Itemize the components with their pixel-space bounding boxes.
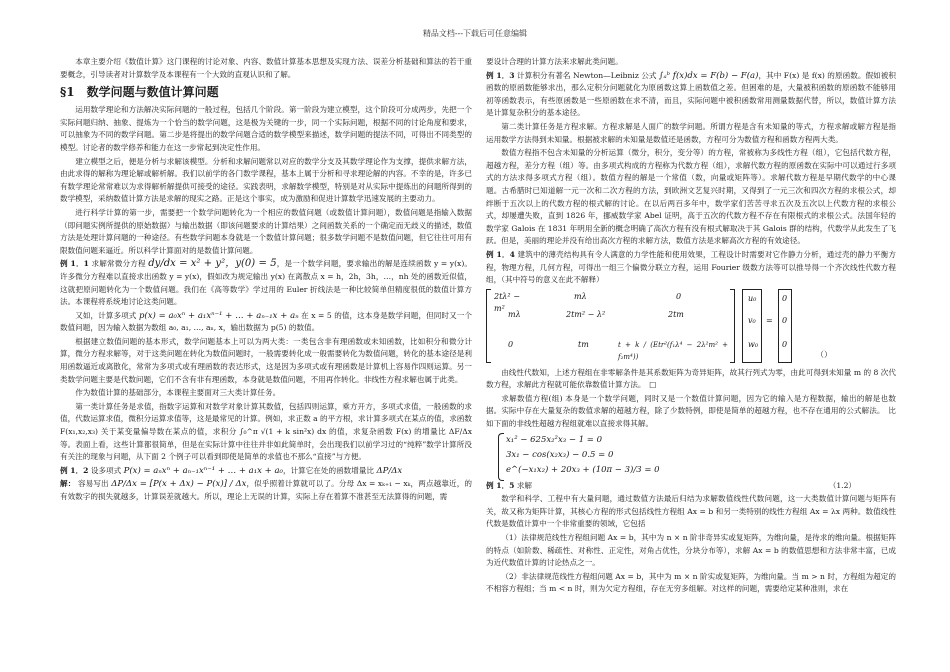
solution-paragraph: 解： 容易写出 ΔP/Δx = [P(x + Δx) − P(x)] / Δx，似乎照着计算就可以了。分母 Δx = xₖ₊₁ − xₖ，两点越靠近，的有效数字的损失就越多，计算误差就越大。所以，理论上无误的计算，实际上存在着算不准甚至无法算得的问题，需 <box>60 479 473 501</box>
paragraph-analysis: 建立模型之后，便是分析与求解该模型。分析和求解问题常以对应的数学分支及其数学理论作为支撑，提供求解方法，由此求得的解称为理论解或解析解。我们以前学的各门数学课程，基本上属于分析和寻求理论解的内容。不幸的是，许多已有数学理论常常难以为求得解析解提供可接受的途径。实践表明，求解数学模型，特别是对从实际中提炼出的问题所得到的数学模型，采纳数值计算方法是求解的现实之路。正是这个事实，成为激励和促进计算数学迅速发展的主要动力。 <box>60 156 472 204</box>
page-header: 精品文档---下载后可任意编辑 <box>422 29 528 38</box>
list-item-2: （2）非法律规范线性方程组问题 Ax = b，其中为 m × n 阶实或复矩阵，为维向量。当 m > n 时，方程组为超定的不相容方程组；当 m < n 时，则为欠定方程组，存在无穷多组解。对这样的问题，需要给定某种准则，求在 <box>486 571 896 594</box>
example-label: 例 1．2 <box>60 465 89 475</box>
paragraph-two-classes: 根据建立数值问题的基本形式，数学问题基本上可以为两大类：一类包含非有理函数或未知函数，比如积分和微分计算，微分方程求解等，对于这类问题在转化为数值问题时，一般需要转化成一般需要转化为数值问题，转化的基本途径是利用函数逼近或离散化，常常为多项式或有理函数的表达形式，这是因为多项式或有理函数是计算机上容易作四则运算。另一类数学问题主要是代数问题，它们不含有非有理函数，本身就是数值问题，不用再作转化。非线性方程求解也属于此类。 <box>60 336 472 384</box>
paragraph-nonlinear: 求解数值方程(组) 本身是一个数学问题，同时又是一个数值计算问题，因为它的输入是方程数据，输出的解是也数据。实际中存在大量复杂的数值求解的超越方程，除了少数特例，即使是简单的超越方程，也不存在通用的公式解法。 比如下面的非线性超越方程组就难以直接求得其解。 <box>486 393 896 429</box>
polynomial-formula-2: P(x) = aₙxⁿ + aₙ₋₁xⁿ⁻¹ + … + a₁x + a₀ <box>123 465 283 476</box>
example-1-3: 例 1．3 计算积分有著名 Newton—Leibniz 公式 ∫ₐᵇ f(x)dx = F(b) − F(a)，其中 F(x) 是 f(x) 的原函数。假如被积函数的原函数能够求出，那么定积分问题就化为原函数这算上函数值之差。但困难的是，大量被积函数的原函数不能够用初等函数表示，有些原函数是一些原函数在求不清，而且，实际问题中被积函数常用测量数据代替，所以，数值计算方法是计算复杂积分的基本途径。 <box>486 70 896 118</box>
equation-number: （1.2） <box>828 480 856 490</box>
equation-number: （） <box>816 349 832 359</box>
example-1-4: 例 1．4 建筑中的薄壳结构具有令人满意的力学性能和使用效果，工程设计时需要对它作静力分析，通过壳的静力平衡方程，物理方程，几何方程，可得出一组三个偏微分联立方程，运用 Fourier 级数方法等可以推导得一个齐次线性代数方程组，（其中符号的意义在此不解释） <box>486 249 896 285</box>
ode-formula: dy/dx = x² + y²，y(0) = 5 <box>148 258 277 270</box>
paragraph-three-tasks: 作为数值计算的基础部分，本课程主要面对三大类计算任务。 <box>75 388 281 398</box>
system-brace <box>498 433 504 481</box>
polynomial-paragraph: 又如，计算多项式 p(x) = a₀xⁿ + a₁xⁿ⁻¹ + … + aₙ₋₁x + aₙ 在 x = 5 的值，这本身是数学问题，但同时又一个数值问题，因为输入数据为数组 a₀, a₁, …, aₙ, x，输出数据为 p(5) 的数值。 <box>60 310 473 333</box>
equation-2: 3x₁ − cos(x₂x₃) − 0.5 = 0 <box>506 449 614 460</box>
paragraph-numeric-problem: 进行科学计算的第一步，需要把一个数学问题转化为一个相应的数值问题（或数值计算问题），数值问题是指输入数据（即问题实例所提供的原始数据）与输出数据（即该问题要求的计算结果）之间函数关系的一个确定而无歧义的描述，数值方法是处理计算问题的一种途径。有些数学问题本身就是一个数值计算问题；很多数学问题不是数值问题，但它往往可用有限数值问题来逼近。所以科学计算面对的是数值计算问题。 <box>60 207 472 255</box>
example-1-5: 例 1．5 求解 （1.2） <box>486 480 896 493</box>
difference-quotient-formula: ΔP/Δx = [P(x + Δx) − P(x)] / Δx <box>111 479 247 490</box>
list-item-1: （1）法律规范线性方程组问题 Ax = b，其中为 n × n 阶非奇异实或复矩阵，为维向量，是待求的维向量。根据矩阵的特点（如阶数、稀疏性、对称性、正定性，对角占优性，分块分布等），求解 Ax = b 的数值思想和方法非常丰富，已成为近代数值计算的讨论热点之一。 <box>486 533 896 568</box>
continuation-paragraph: 要设计合理的计算方法来求解此类问题。 <box>486 57 623 66</box>
coefficient-matrix-equation: 2tλ² − m² mλ 0 mλ 2tm² − λ² 2tm 0 tm t + k / (Etr²(f₁λ⁴ − 2λ²m² + f₂m⁴)) u₀ v₀ w₀ = 0 0 0 （） <box>486 289 896 363</box>
example-1-1: 例 1．1 求解常微分方程 dy/dx = x² + y²，y(0) = 5，是一个数学问题，要求输出的解是连续函数 y = y(x)。许多微分方程难以直接求出函数 y = y(x)，假如改为规定输出 y(x) 在离散点 x = h，2h，3h，…，nh 处的函数近似值，这就把原问题转化为一个数值问题。我们在《高等数学》学过用的 Euler 折线法是一种比较简单但精度很低的数值计算方法。本课程将系统地讨论这类问题。 <box>60 258 473 307</box>
example-1-2: 例 1．2 设多项式 P(x) = aₙxⁿ + aₙ₋₁xⁿ⁻¹ + … + a₁x + a₀，计算它在处的函数增量比 ΔP/Δx <box>60 465 403 476</box>
paragraph-singular-matrix: 由线性代数知，上述方程组在非零解条件是其系数矩阵为奇异矩阵，故其行列式为零，由此可得到未知量 m 的 8 次代数方程，求解此方程就可能依靠数值计算方法。 □ <box>486 367 896 390</box>
paragraph-linear-algebra: 数学和科学、工程中有大量问题，通过数值方法最后归结为求解数值线性代数问题，这一大类数值计算问题与矩阵有关，故又称为矩阵计算，其核心方程的形式包括线性方程组 Ax = b 和另一类特别的线性方程组 Ax = λx 两种。数值线性代数是数值计算中一个非常重要的领域，它包括 <box>486 494 896 529</box>
equation-1: x₁² − 625x₂²x₃ − 1 = 0 <box>506 434 603 445</box>
section-heading: §1 数学问题与数值计算问题 <box>60 85 219 100</box>
left-column <box>60 56 472 505</box>
newton-leibniz-formula: ∫ₐᵇ f(x)dx = F(b) − F(a) <box>659 70 759 81</box>
right-bracket <box>730 289 735 363</box>
nonlinear-system <box>506 433 896 478</box>
intro-paragraph: 本章主要介绍《数值计算》这门课程的讨论对象、内容、数值计算基本思想及实现方法、误差分析基础和算法的若干重要概念，引导读者对计算数学及本课程有一个大致的直观认识和了解。 <box>60 57 472 79</box>
right-column <box>486 56 896 597</box>
equation-3: e^(−x₁x₂) + 20x₃ + (10π − 3)/3 = 0 <box>506 464 660 475</box>
left-bracket <box>486 289 491 363</box>
paragraph-modeling: 运用数学理论和方法解决实际问题的一般过程，包括几个阶段。第一阶段为建立模型，这个阶段可分成两步，先把一个实际问题归纳、抽象、提炼为一个恰当的数学问题，这是极为关键的一步，同一个实际问题，根据不同的讨论角度和要求，可以抽象为不同的数学问题。第二步是将提出的数学问题合适的数学模型来描述，数学问题的提法不同，可得出不同类型的模型。讨论者的数学修养和能力在这一步常起到决定性作用。 <box>60 105 472 152</box>
paragraph-numeric-equations: 数值方程指不包含未知量的分析运算（微分，积分，变分等）的方程，常被称为多线性方程（组），它包括代数方程，超越方程，差分方程（组）等。由多项式构成的方程称为代数方程（组），求解代数方程的原函数在实际中可以通过行多项式的方法求得多项式方程（组）。数值方程的解是一个常值（数，向量或矩阵等）。求解代数方程是早期代数学的中心课题。古希腊时已知道解一元一次和二次方程的方法，到欧洲文艺复兴时期，又得到了一元三次和四次方程的求根公式，却绊断于五次以上的代数方程的根式解的讨论。在以后两百多年中，数学家们苦苦寻求五次及五次以上代数方程的求根公式，却屡遭失败，直到 1826 年，挪威数学家 Abel 证明，高于五次的代数方程不存在有限根式的求根公式。法国年轻的数学家 Galois 在 1831 年明用全新的概念明确了高次方程有没有根式解取决于其 Galois 群的结构，代数学从此发生了飞跃。但是，美丽的理论并没有给出高次方程的求解方法，数值方法是求解高次方程的有效途径。 <box>486 148 896 246</box>
paragraph-equation-solving: 第二类计算任务是方程求解。方程求解是人面广的数学问题。所谓方程是含有未知量的等式，方程求解或解方程是指运用数学方法得到未知量。根据被求解的未知量是数值还是函数，方程可分为数值方程和函数方程两大类。 <box>486 121 896 144</box>
example-label: 例 1．1 <box>60 259 89 269</box>
paragraph-evaluation: 第一类计算任务是求值，指数字运算和对数学对象计算其数值，包括四则运算，乘方开方，多项式求值，一般函数的求值，代数运算求值，微积分运算求值等，这是最常见的计算。例如，求正数 a 的平方根，求计算多项式在某点的值，求函数 F(x₁,x₂,x₃) 关于某变量偏导数在某点的值，求积分 ∫₀^π √(1 + k sin²x) dx 的值，求复杂函数 F(x) 的增量比 ΔF/Δx 等。表面上看，这些计算都很简单，但是在实际计算中往往并非如此简单时，会出现我们以前学习过的“纯粹”数学计算所没有关注的现象与问题，从下面 2 个例子可以看到即使是简单的求值也不那么“直接”与方便。 <box>60 401 472 462</box>
polynomial-formula: p(x) = a₀xⁿ + a₁xⁿ⁻¹ + … + aₙ₋₁x + aₙ <box>138 310 299 321</box>
